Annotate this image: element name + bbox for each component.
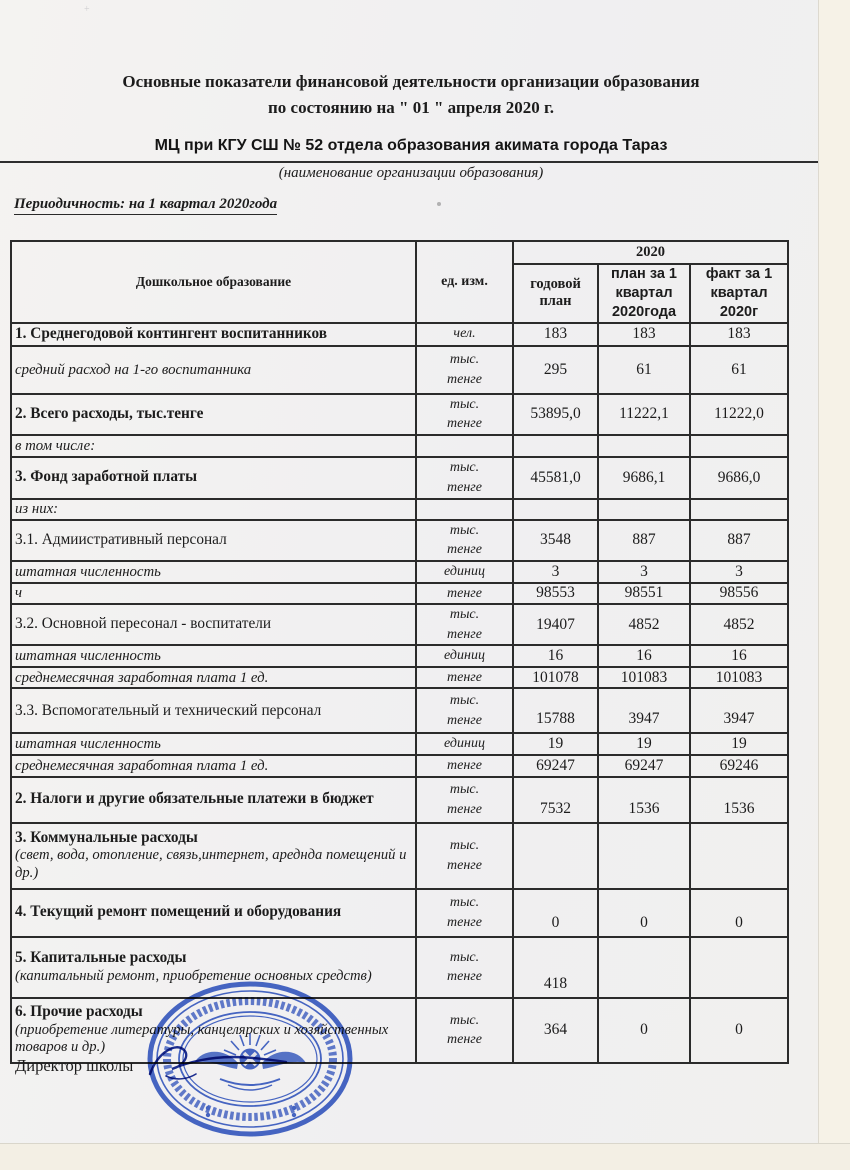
row-label-cell bbox=[11, 889, 416, 937]
row-label: 6. Прочие расходы bbox=[15, 1003, 143, 1021]
row-value: 3548 bbox=[513, 520, 598, 561]
column-header-q1-fact: факт за 1 квартал 2020г bbox=[690, 264, 788, 323]
row-value bbox=[598, 499, 690, 520]
signatory-label: Директор школы bbox=[15, 1056, 134, 1075]
row-value: 295 bbox=[513, 346, 598, 394]
row-label: 1. Среднегодовой контингент воспитанников bbox=[15, 324, 328, 342]
row-value: 45581,0 bbox=[513, 457, 598, 499]
table-row bbox=[11, 755, 788, 777]
row-value: 0 bbox=[690, 998, 788, 1063]
row-label-cell bbox=[11, 645, 416, 667]
row-value: 11222,1 bbox=[598, 394, 690, 435]
underline-rule bbox=[0, 161, 822, 163]
column-header-q1-plan: план за 1 квартал 2020года bbox=[598, 264, 690, 323]
row-label-cell bbox=[11, 667, 416, 689]
row-value: 15788 bbox=[513, 688, 598, 733]
row-unit bbox=[416, 499, 513, 520]
row-label: 4. Текущий ремонт помещений и оборудования bbox=[15, 903, 342, 921]
row-value bbox=[513, 823, 598, 889]
row-label-cell bbox=[11, 604, 416, 645]
row-value: 0 bbox=[598, 998, 690, 1063]
row-label: среднемесячная заработная плата 1 ед. bbox=[15, 757, 269, 774]
table-row bbox=[11, 777, 788, 823]
table-row bbox=[11, 520, 788, 561]
table-row bbox=[11, 823, 788, 889]
row-value: 1536 bbox=[598, 777, 690, 823]
row-value: 3947 bbox=[690, 688, 788, 733]
row-value: 887 bbox=[598, 520, 690, 561]
row-unit: тыс. тенге bbox=[416, 937, 513, 998]
row-value: 19407 bbox=[513, 604, 598, 645]
row-value: 11222,0 bbox=[690, 394, 788, 435]
row-value: 101083 bbox=[598, 667, 690, 689]
row-label-cell bbox=[11, 561, 416, 583]
row-label: из них: bbox=[15, 501, 59, 518]
row-value bbox=[598, 823, 690, 889]
row-value: 364 bbox=[513, 998, 598, 1063]
row-value: 9686,1 bbox=[598, 457, 690, 499]
table-row bbox=[11, 733, 788, 755]
table-row bbox=[11, 561, 788, 583]
row-value: 887 bbox=[690, 520, 788, 561]
row-sublabel: (свет, вода, отопление, связь,интернет, ареднда помещений и др.) bbox=[15, 847, 407, 881]
column-header-description: Дошкольное образование bbox=[11, 241, 416, 323]
row-unit: тыс. тенге bbox=[416, 998, 513, 1063]
table-row bbox=[11, 998, 788, 1063]
row-value: 19 bbox=[598, 733, 690, 755]
row-value bbox=[690, 435, 788, 457]
row-value: 183 bbox=[513, 323, 598, 346]
row-value: 3 bbox=[598, 561, 690, 583]
row-label: 3.1. Адмиистративный персонал bbox=[15, 530, 227, 548]
row-value: 69247 bbox=[598, 755, 690, 777]
periodicity-label: Периодичность: на 1 квартал 2020года bbox=[14, 196, 277, 215]
row-label: штатная численность bbox=[15, 736, 161, 753]
row-value: 3947 bbox=[598, 688, 690, 733]
organization-caption: (наименование организации образования) bbox=[278, 165, 544, 181]
table-row bbox=[11, 394, 788, 435]
row-label-cell bbox=[11, 457, 416, 499]
row-value: 4852 bbox=[598, 604, 690, 645]
row-value bbox=[598, 435, 690, 457]
row-unit: тыс. тенге bbox=[416, 520, 513, 561]
row-label: 5. Капитальные расходы bbox=[15, 948, 187, 966]
table-row bbox=[11, 457, 788, 499]
document-title-line2: по состоянию на " 01 " апреля 2020 г. bbox=[268, 98, 554, 117]
row-unit: тыс. тенге bbox=[416, 823, 513, 889]
row-label-cell bbox=[11, 688, 416, 733]
row-label: 3.2. Основной пересонал - воспитатели bbox=[15, 615, 272, 633]
row-label-cell bbox=[11, 435, 416, 457]
table-row bbox=[11, 323, 788, 346]
row-unit: тыс. тенге bbox=[416, 889, 513, 937]
row-value bbox=[690, 937, 788, 998]
row-value: 61 bbox=[690, 346, 788, 394]
row-value bbox=[690, 823, 788, 889]
row-value: 101078 bbox=[513, 667, 598, 689]
row-value: 16 bbox=[690, 645, 788, 667]
row-value: 9686,0 bbox=[690, 457, 788, 499]
row-label: 3. Фонд заработной платы bbox=[15, 468, 198, 486]
row-label-cell bbox=[11, 777, 416, 823]
row-value: 69246 bbox=[690, 755, 788, 777]
row-value: 0 bbox=[690, 889, 788, 937]
row-value: 61 bbox=[598, 346, 690, 394]
row-value: 0 bbox=[513, 889, 598, 937]
row-unit: чел. bbox=[416, 323, 513, 346]
row-label: 3. Коммунальные расходы bbox=[15, 828, 198, 846]
row-label-cell bbox=[11, 323, 416, 346]
row-sublabel: (капитальный ремонт, приобретение основных средств) bbox=[15, 967, 372, 984]
row-value: 418 bbox=[513, 937, 598, 998]
scan-edge-bottom bbox=[0, 1143, 850, 1170]
row-value: 0 bbox=[598, 889, 690, 937]
director-signature bbox=[136, 1036, 296, 1084]
table-row bbox=[11, 346, 788, 394]
table-row bbox=[11, 667, 788, 689]
row-unit bbox=[416, 435, 513, 457]
row-value: 98556 bbox=[690, 583, 788, 605]
row-label-cell bbox=[11, 346, 416, 394]
row-unit: единиц bbox=[416, 645, 513, 667]
row-unit: единиц bbox=[416, 561, 513, 583]
column-header-annual-plan: годовой план bbox=[513, 264, 598, 323]
row-unit: тыс. тенге bbox=[416, 777, 513, 823]
document-title-line1: Основные показатели финансовой деятельности организации образования bbox=[122, 72, 700, 91]
row-label-cell bbox=[11, 394, 416, 435]
row-value bbox=[513, 435, 598, 457]
row-value: 16 bbox=[513, 645, 598, 667]
row-value bbox=[690, 499, 788, 520]
table-row bbox=[11, 499, 788, 520]
row-value: 183 bbox=[690, 323, 788, 346]
column-header-unit: ед. изм. bbox=[416, 241, 513, 323]
row-value: 7532 bbox=[513, 777, 598, 823]
row-value: 183 bbox=[598, 323, 690, 346]
row-label: среднемесячная заработная плата 1 ед. bbox=[15, 669, 269, 686]
row-label-cell bbox=[11, 755, 416, 777]
table-row bbox=[11, 688, 788, 733]
row-label: штатная численность bbox=[15, 563, 161, 580]
row-value: 53895,0 bbox=[513, 394, 598, 435]
row-value: 98553 bbox=[513, 583, 598, 605]
row-unit: тыс. тенге bbox=[416, 688, 513, 733]
row-label-cell bbox=[11, 583, 416, 605]
row-label-cell bbox=[11, 823, 416, 889]
table-row bbox=[11, 889, 788, 937]
row-unit: тыс. тенге bbox=[416, 394, 513, 435]
row-label: 3.3. Вспомогательный и технический персонал bbox=[15, 701, 322, 719]
row-unit: тенге bbox=[416, 755, 513, 777]
scan-speck: + bbox=[84, 4, 90, 15]
row-label: 2. Всего расходы, тыс.тенге bbox=[15, 404, 204, 422]
row-unit: тыс. тенге bbox=[416, 457, 513, 499]
row-label-cell bbox=[11, 499, 416, 520]
row-sublabel: (приобретение литературы, канцелярских и хозяйственных товаров и др.) bbox=[15, 1021, 389, 1056]
row-label: 2. Налоги и другие обязательные платежи в бюджет bbox=[15, 790, 374, 808]
table-row bbox=[11, 583, 788, 605]
row-unit: тыс. тенге bbox=[416, 346, 513, 394]
row-value: 69247 bbox=[513, 755, 598, 777]
scan-speck bbox=[437, 202, 441, 206]
row-value bbox=[513, 499, 598, 520]
row-value: 4852 bbox=[690, 604, 788, 645]
row-unit: тенге bbox=[416, 667, 513, 689]
table-row bbox=[11, 645, 788, 667]
row-label-cell bbox=[11, 520, 416, 561]
row-value: 98551 bbox=[598, 583, 690, 605]
table-row bbox=[11, 604, 788, 645]
row-value: 3 bbox=[513, 561, 598, 583]
table-row bbox=[11, 937, 788, 998]
organization-name: МЦ при КГУ СШ № 52 отдела образования акимата города Тараз bbox=[154, 137, 668, 154]
row-label: штатная численность bbox=[15, 648, 161, 665]
financial-indicators-table bbox=[10, 240, 789, 1064]
row-unit: тенге bbox=[416, 583, 513, 605]
scan-edge-right bbox=[818, 0, 850, 1170]
row-unit: тыс. тенге bbox=[416, 604, 513, 645]
row-label-cell bbox=[11, 733, 416, 755]
table-row bbox=[11, 435, 788, 457]
table-body bbox=[11, 323, 788, 1063]
row-value: 3 bbox=[690, 561, 788, 583]
row-value: 16 bbox=[598, 645, 690, 667]
row-value: 1536 bbox=[690, 777, 788, 823]
row-unit: единиц bbox=[416, 733, 513, 755]
row-label: средний расход на 1-го воспитанника bbox=[15, 361, 252, 378]
row-value: 101083 bbox=[690, 667, 788, 689]
row-label: в том числе: bbox=[15, 437, 96, 454]
row-value bbox=[598, 937, 690, 998]
column-header-year: 2020 bbox=[513, 241, 788, 264]
row-value: 19 bbox=[690, 733, 788, 755]
row-value: 19 bbox=[513, 733, 598, 755]
row-label: ч bbox=[15, 585, 23, 602]
